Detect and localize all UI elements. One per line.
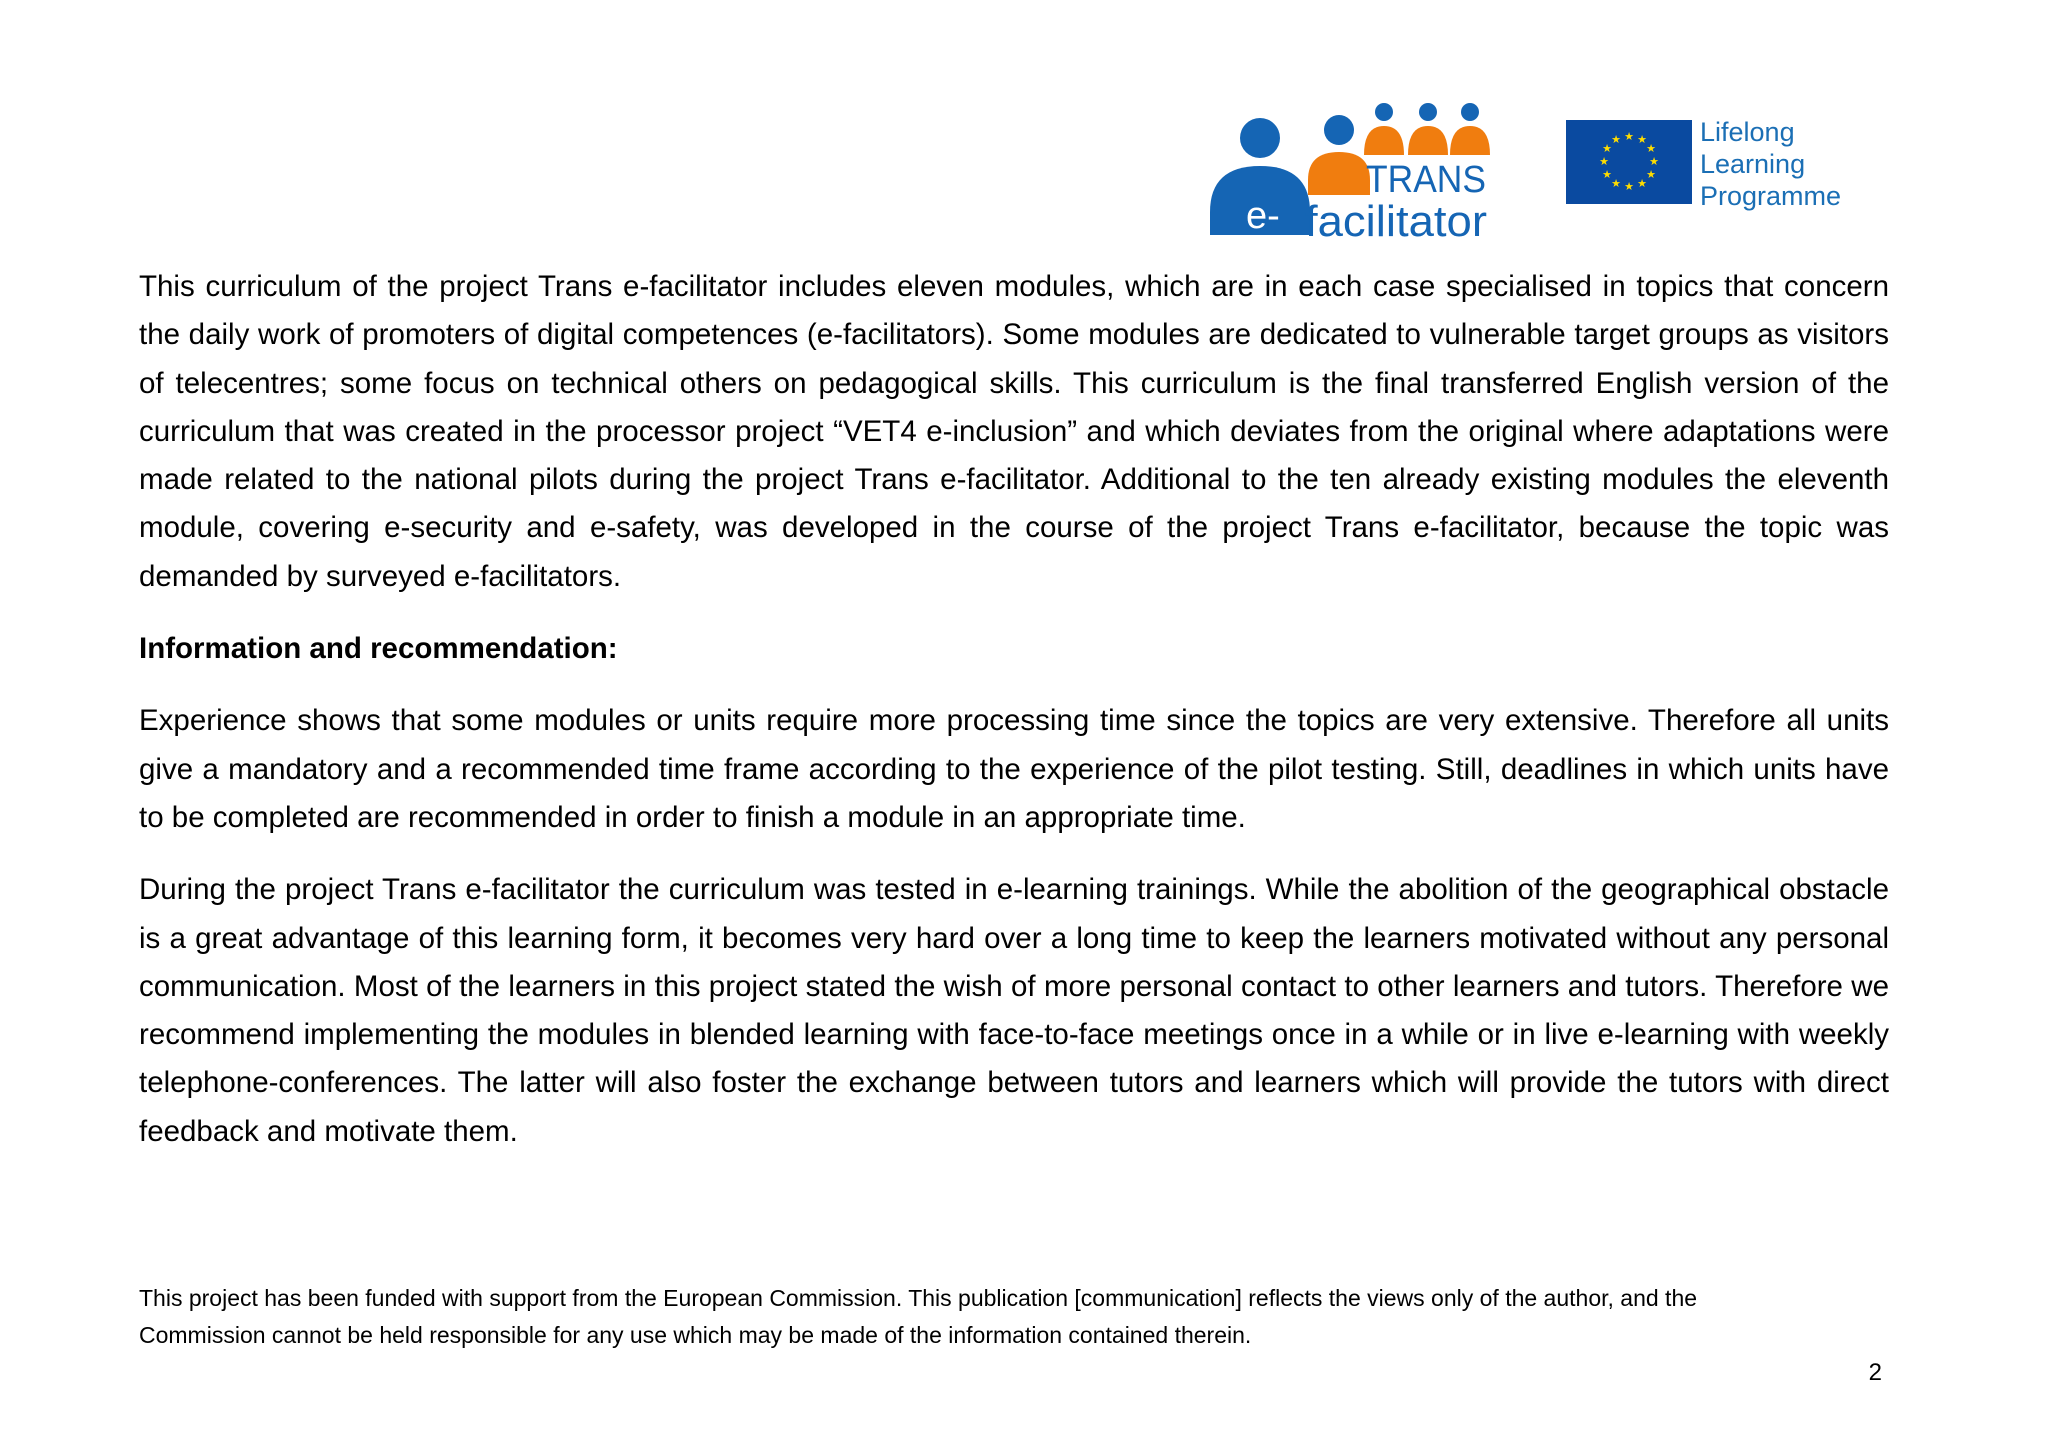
lifelong-learning-programme-logo [1566,116,1866,211]
logo-person-body-orange-2 [1408,126,1448,155]
recommendation-paragraph: During the project Trans e-facilitator the curriculum was tested in e-learning trainings. While the abolition of the geographical obstacle is a great advantage of this learning form, it becomes very hard over a long time to keep the learners motivated without any personal communication. Most of the learners in this project stated the wish of more personal contact to other learners and tutors. Therefore we recommend implementing the modules in blended learning with face-to-face meetings once in a while or in live e-learning with weekly telephone-conferences. The latter will also foster the exchange between tutors and learners which will provide the tutors with direct feedback and motivate them. [139,873,1889,1148]
logo-person-head-orange-3 [1461,103,1479,121]
main-content [139,263,1889,1180]
llp-line-2: Learning [1700,149,1806,179]
logo-facilitator-text: facilitator [1305,197,1487,240]
disclaimer-line-1: This project has been funded with support from the European Commission. This publication [communication] reflects the views only of the author, and the [139,1285,1698,1311]
svg-text:★: ★ [1637,133,1647,146]
logo-person-body-orange-1 [1364,126,1404,155]
llp-line-1: Lifelong [1700,117,1795,147]
disclaimer-line-2: Commission cannot be held responsible for any use which may be made of the information contained therein. [139,1322,1252,1348]
svg-text:★: ★ [1624,130,1634,143]
logo-person-head-large [1240,118,1280,158]
llp-line-3: Programme [1700,181,1842,211]
svg-text:★: ★ [1611,133,1621,146]
svg-text:★: ★ [1646,168,1656,181]
logo-trans-text: TRANS [1366,159,1486,201]
llp-text [1700,116,1870,212]
experience-paragraph: Experience shows that some modules or units require more processing time since the topics are very extensive. Therefore all units give a mandatory and a recommended time frame according to the experience of the pilot testing. Still, deadlines in which units have to be completed are recommended in order to finish a module in an appropriate time. [139,704,1889,834]
trans-e-facilitator-logo [1208,100,1508,240]
funding-disclaimer [139,1280,1889,1354]
svg-text:★: ★ [1624,180,1634,193]
header-logos [1208,100,1868,240]
section-heading: Information and recommendation: [139,632,618,666]
logo-person-body-orange-3 [1450,126,1490,155]
page-number: 2 [1868,1359,1882,1386]
svg-text:★: ★ [1599,155,1609,168]
logo-person-head-orange-1 [1375,103,1393,121]
eu-flag-icon [1566,120,1692,204]
svg-text:★: ★ [1646,142,1656,155]
svg-text:★: ★ [1602,168,1612,181]
logo-person-head-medium [1324,115,1354,145]
svg-text:★: ★ [1649,155,1659,168]
svg-text:★: ★ [1602,142,1612,155]
logo-e-text: e- [1246,195,1280,237]
intro-paragraph: This curriculum of the project Trans e-facilitator includes eleven modules, which are in each case specialised in topics that concern the daily work of promoters of digital competences (e-facilitators). Some modules are dedicated to vulnerable target groups as visitors of telecentres; some focus on technical others on pedagogical skills. This curriculum is the final transferred English version of the curriculum that was created in the processor project “VET4 e-inclusion” and which deviates from the original where adaptations were made related to the national pilots during the project Trans e-facilitator. Additional to the ten already existing modules the eleventh module, covering e-security and e-safety, was developed in the course of the project Trans e-facilitator, because the topic was demanded by surveyed e-facilitators. [139,270,1889,593]
logo-person-body-medium [1308,152,1370,195]
svg-text:★: ★ [1611,177,1621,190]
logo-person-head-orange-2 [1419,103,1437,121]
svg-text:★: ★ [1637,177,1647,190]
